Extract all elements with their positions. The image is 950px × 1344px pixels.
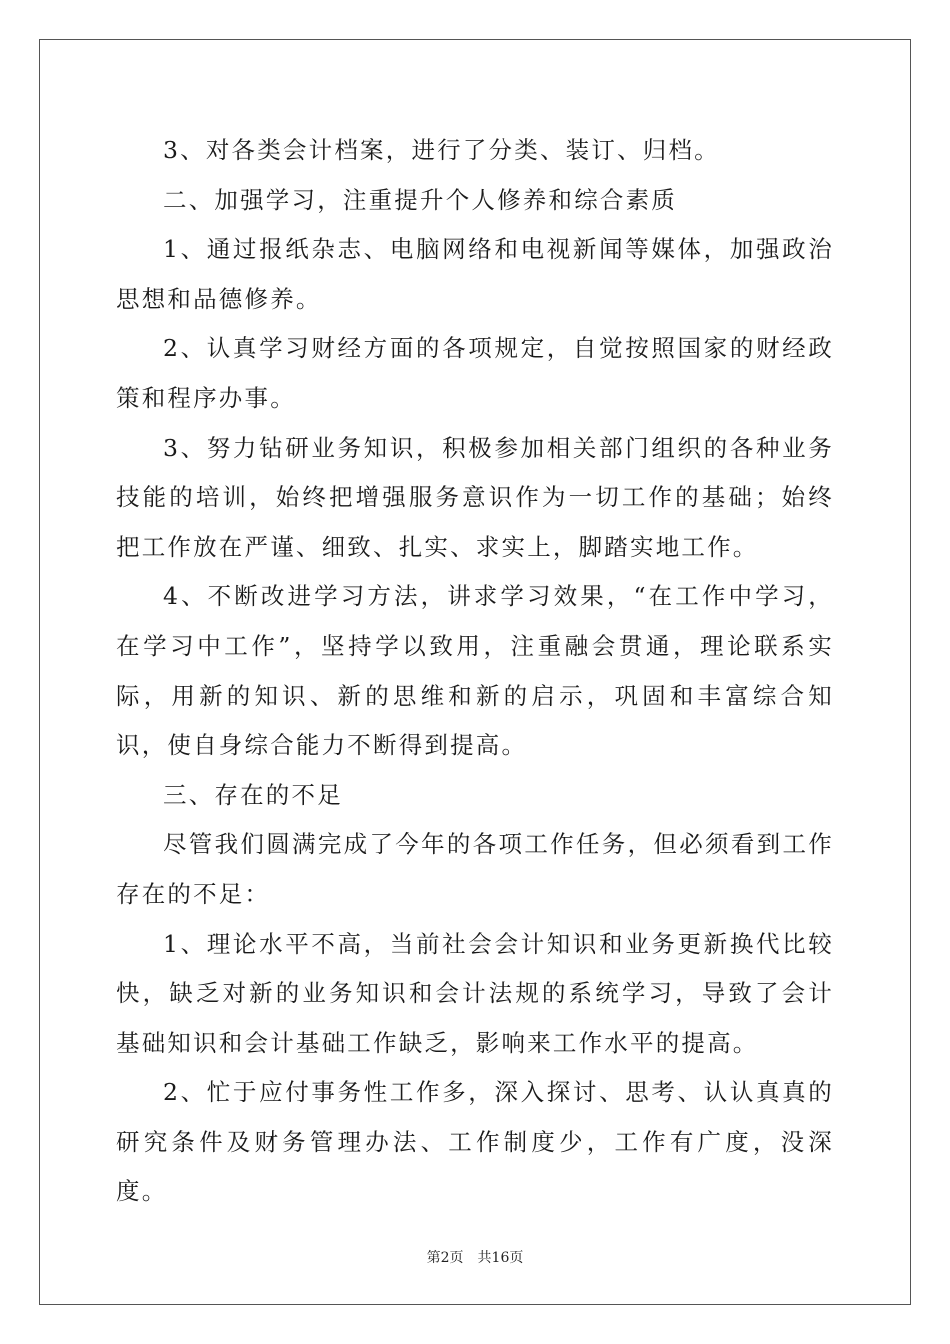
paragraph: 1、通过报纸杂志、电脑网络和电视新闻等媒体，加强政治思想和品德修养。 [116,235,834,313]
page-footer [0,1248,950,1268]
paragraph: 2、认真学习财经方面的各项规定，自觉按照国家的财经政策和程序办事。 [116,334,834,412]
paragraph: 1、理论水平不高，当前社会会计知识和业务更新换代比较快，缺乏对新的业务知识和会计法规的系统学习，导致了会计基础知识和会计基础工作缺乏，影响来工作水平的提高。 [116,929,834,1057]
paragraph: 尽管我们圆满完成了今年的各项工作任务，但必须看到工作存在的不足： [116,830,834,908]
paragraph: 4、不断改进学习方法，讲求学习效果，“在工作中学习，在学习中工作”，坚持学以致用，注重融会贯通，理论联系实际，用新的知识、新的思维和新的启示，巩固和丰富综合知识，使自身综合能力不断得到提高。 [116,582,834,760]
paragraph: 3、努力钻研业务知识，积极参加相关部门组织的各种业务技能的培训，始终把增强服务意识作为一切工作的基础；始终把工作放在严谨、细致、扎实、求实上，脚踏实地工作。 [116,433,834,561]
section-heading: 三、存在的不足 [163,780,343,809]
document-body [116,126,834,1217]
paragraph: 2、忙于应付事务性工作多，深入探讨、思考、认认真真的研究条件及财务管理办法、工作制度少，工作有广度，没深度。 [116,1078,834,1206]
total-pages: 共16页 [477,1250,524,1266]
paragraph: 3、对各类会计档案，进行了分类、装订、归档。 [163,136,720,164]
section-heading: 二、加强学习，注重提升个人修养和综合素质 [163,185,677,214]
current-page-number: 第2页 [426,1250,464,1266]
